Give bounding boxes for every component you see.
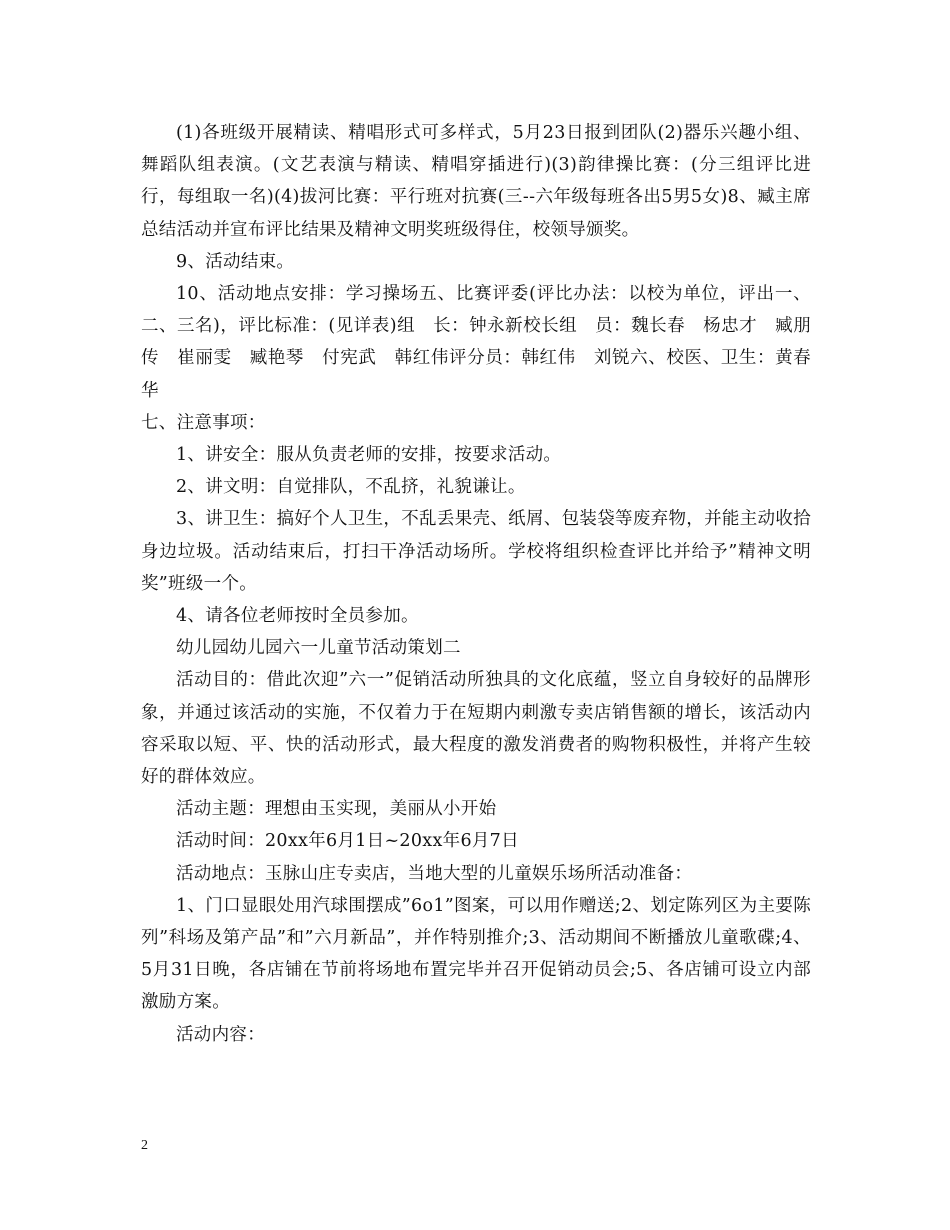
paragraph-note-hygiene: 3、讲卫生：搞好个人卫生，不乱丢果壳、纸屑、包装袋等废弃物，并能主动收拾身边垃圾。活动结束后，打扫干净活动场所。学校将组织检查评比并给予”精神文明奖”班级一个。 xyxy=(141,509,811,594)
paragraph-note-safety: 1、讲安全：服从负责老师的安排，按要求活动。 xyxy=(176,445,562,466)
page-number: 2 xyxy=(141,1138,148,1153)
paragraph-program-items: (1)各班级开展精读、精唱形式可多样式，5月23日报到团队(2)器乐兴趣小组、舞蹈队组表演。(文艺表演与精读、精唱穿插进行)(3)韵律操比赛：(分三组评比进行，每组取一名)(4)拔河比赛：平行班对抗赛(三--六年级每班各出5男5女)8、臧主席总结活动并宣布评比结果及精神文明奖班级得住，校领导颁奖。 xyxy=(141,123,811,240)
plan-two-title: 幼儿园幼儿园六一儿童节活动策划二 xyxy=(176,638,461,659)
paragraph-note-civility: 2、讲文明：自觉排队，不乱挤，礼貌谦让。 xyxy=(176,477,526,498)
paragraph-venue-judges: 10、活动地点安排：学习操场五、比赛评委(评比办法：以校为单位，评出一、二、三名)，评比标准：(见详表)组 长：钟永新校长组 员：魏长春 杨忠才 臧朋传 崔丽雯 臧艳琴 付宪武 韩红伟评分员：韩红伟 刘锐六、校医、卫生：黄春华 xyxy=(141,284,811,401)
paragraph-location: 活动地点：玉脉山庄专卖店，当地大型的儿童娱乐场所活动准备： xyxy=(176,863,693,884)
paragraph-activity-end: 9、活动结束。 xyxy=(176,251,295,272)
paragraph-purpose: 活动目的：借此次迎”六一”促销活动所独具的文化底蕴，竖立自身较好的品牌形象，并通过该活动的实施，不仅着力于在短期内刺激专卖店销售额的增长，该活动内容采取以短、平、快的活动形式，最大程度的激发消费者的购物积极性，并将产生较好的群体效应。 xyxy=(141,670,811,788)
paragraph-content-heading: 活动内容： xyxy=(176,1024,265,1045)
paragraph-time: 活动时间：20xx年6月1日~20xx年6月7日 xyxy=(176,831,519,852)
paragraph-theme: 活动主题：理想由玉实现，美丽从小开始 xyxy=(176,799,497,820)
paragraph-preparation: 1、门口显眼处用汽球围摆成”6o1”图案，可以用作赠送;2、划定陈列区为主要陈列”科场及第产品”和”六月新品”，并作特别推介;3、活动期间不断播放儿童歌碟;4、5月31日晚，各店铺在节前将场地布置完毕并召开促销动员会;5、各店铺可设立内部激励方案。 xyxy=(141,895,811,1013)
document-body xyxy=(141,117,811,1051)
paragraph-note-attendance: 4、请各位老师按时全员参加。 xyxy=(176,606,419,627)
section-heading-notes: 七、注意事项： xyxy=(141,412,266,433)
